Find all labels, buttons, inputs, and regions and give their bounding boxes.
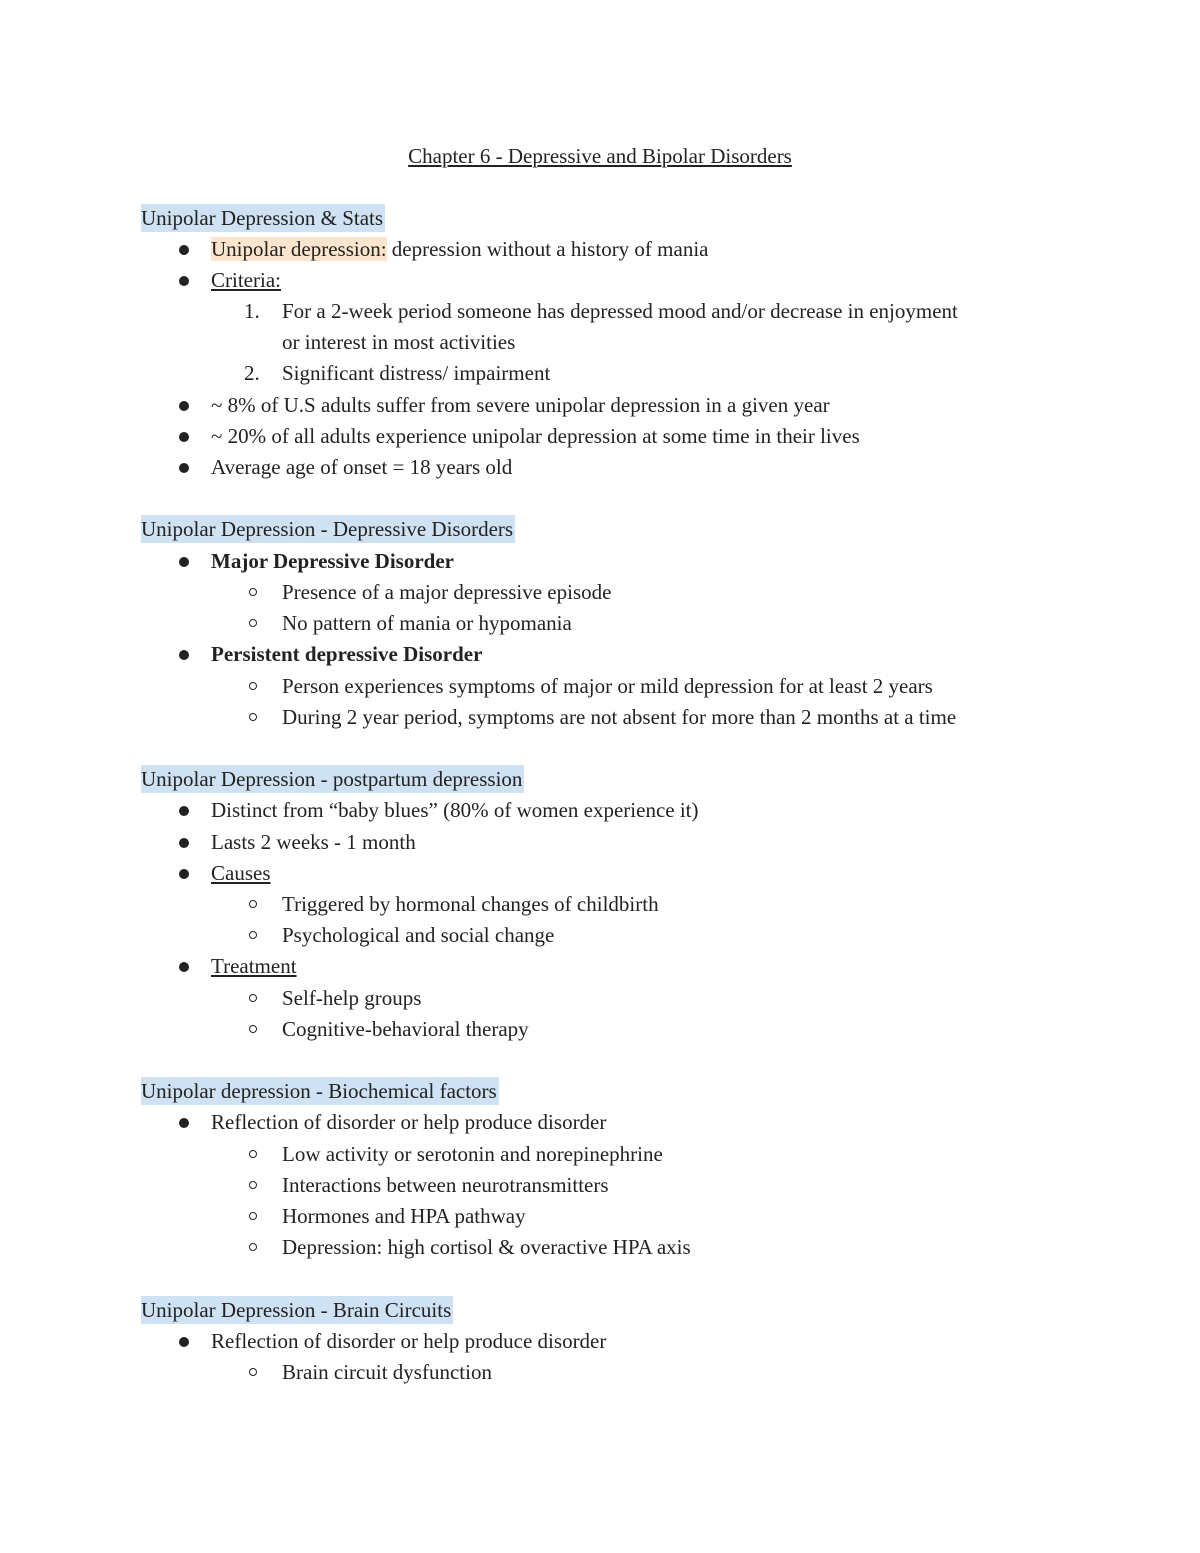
- sub-bullet-icon: [249, 1181, 257, 1189]
- sub-bullet-icon: [249, 931, 257, 939]
- sub-bullet-icon: [249, 1243, 257, 1251]
- sub-bullet-icon: [249, 994, 257, 1002]
- sub-list-item: Presence of a major depressive episode: [282, 580, 612, 604]
- sub-list-item: During 2 year period, symptoms are not absent for more than 2 months at a time: [282, 705, 957, 729]
- bullet-icon: [179, 463, 189, 473]
- sub-bullet-icon: [249, 588, 257, 596]
- section-heading-stats: Unipolar Depression & Stats: [141, 206, 384, 230]
- list-item: Significant distress/ impairment: [282, 361, 551, 385]
- section-heading-disorders: Unipolar Depression - Depressive Disorders: [141, 517, 514, 541]
- sub-list-item: Triggered by hormonal changes of childbirth: [282, 892, 659, 916]
- list-item: [211, 235, 709, 263]
- page-title: Chapter 6 - Depressive and Bipolar Disorders: [408, 144, 792, 168]
- sub-bullet-icon: [249, 1368, 257, 1376]
- bullet-icon: [179, 245, 189, 255]
- list-item: Distinct from “baby blues” (80% of women experience it): [211, 798, 699, 822]
- list-item: ~ 20% of all adults experience unipolar depression at some time in their lives: [211, 424, 860, 448]
- sub-list-item: Cognitive-behavioral therapy: [282, 1017, 529, 1041]
- list-item: Persistent depressive Disorder: [211, 642, 483, 666]
- section-heading-postpartum: Unipolar Depression - postpartum depression: [141, 767, 523, 791]
- sub-list-item: Hormones and HPA pathway: [282, 1204, 526, 1228]
- bullet-icon: [179, 962, 189, 972]
- sub-list-item: Psychological and social change: [282, 923, 555, 947]
- list-item: Lasts 2 weeks - 1 month: [211, 830, 416, 854]
- list-number: 2.: [244, 361, 260, 385]
- sub-bullet-icon: [249, 1025, 257, 1033]
- criteria-label: Criteria:: [211, 268, 281, 292]
- sub-bullet-icon: [249, 1150, 257, 1158]
- sub-list-item: Self-help groups: [282, 986, 422, 1010]
- bullet-icon: [179, 401, 189, 411]
- list-item-continuation: or interest in most activities: [282, 330, 516, 354]
- sub-bullet-icon: [249, 1212, 257, 1220]
- bullet-icon: [179, 432, 189, 442]
- list-item: Major Depressive Disorder: [211, 549, 454, 573]
- sub-list-item: Depression: high cortisol & overactive HPA axis: [282, 1235, 691, 1259]
- definition-text: depression without a history of mania: [386, 237, 709, 261]
- sub-bullet-icon: [249, 900, 257, 908]
- bullet-icon: [179, 869, 189, 879]
- sub-bullet-icon: [249, 619, 257, 627]
- bullet-icon: [179, 557, 189, 567]
- sub-list-item: Interactions between neurotransmitters: [282, 1173, 609, 1197]
- list-item: ~ 8% of U.S adults suffer from severe unipolar depression in a given year: [211, 393, 830, 417]
- list-item: Average age of onset = 18 years old: [211, 455, 513, 479]
- bullet-icon: [179, 1337, 189, 1347]
- sub-list-item: Low activity or serotonin and norepinephrine: [282, 1142, 663, 1166]
- bullet-icon: [179, 650, 189, 660]
- bullet-icon: [179, 838, 189, 848]
- sub-list-item: No pattern of mania or hypomania: [282, 611, 572, 635]
- bullet-icon: [179, 276, 189, 286]
- bullet-icon: [179, 1118, 189, 1128]
- causes-label: Causes: [211, 861, 271, 885]
- definition-term: Unipolar depression:: [211, 237, 387, 261]
- sub-list-item: Brain circuit dysfunction: [282, 1360, 492, 1384]
- treatment-label: Treatment: [211, 954, 297, 978]
- list-item: For a 2-week period someone has depressed mood and/or decrease in enjoyment: [282, 299, 958, 323]
- sub-list-item: Person experiences symptoms of major or mild depression for at least 2 years: [282, 674, 933, 698]
- sub-bullet-icon: [249, 713, 257, 721]
- list-number: 1.: [244, 299, 260, 323]
- list-item: Reflection of disorder or help produce disorder: [211, 1110, 607, 1134]
- section-heading-brain: Unipolar Depression - Brain Circuits: [141, 1298, 452, 1322]
- list-item: Reflection of disorder or help produce disorder: [211, 1329, 607, 1353]
- section-heading-biochemical: Unipolar depression - Biochemical factors: [141, 1079, 497, 1103]
- sub-bullet-icon: [249, 682, 257, 690]
- bullet-icon: [179, 806, 189, 816]
